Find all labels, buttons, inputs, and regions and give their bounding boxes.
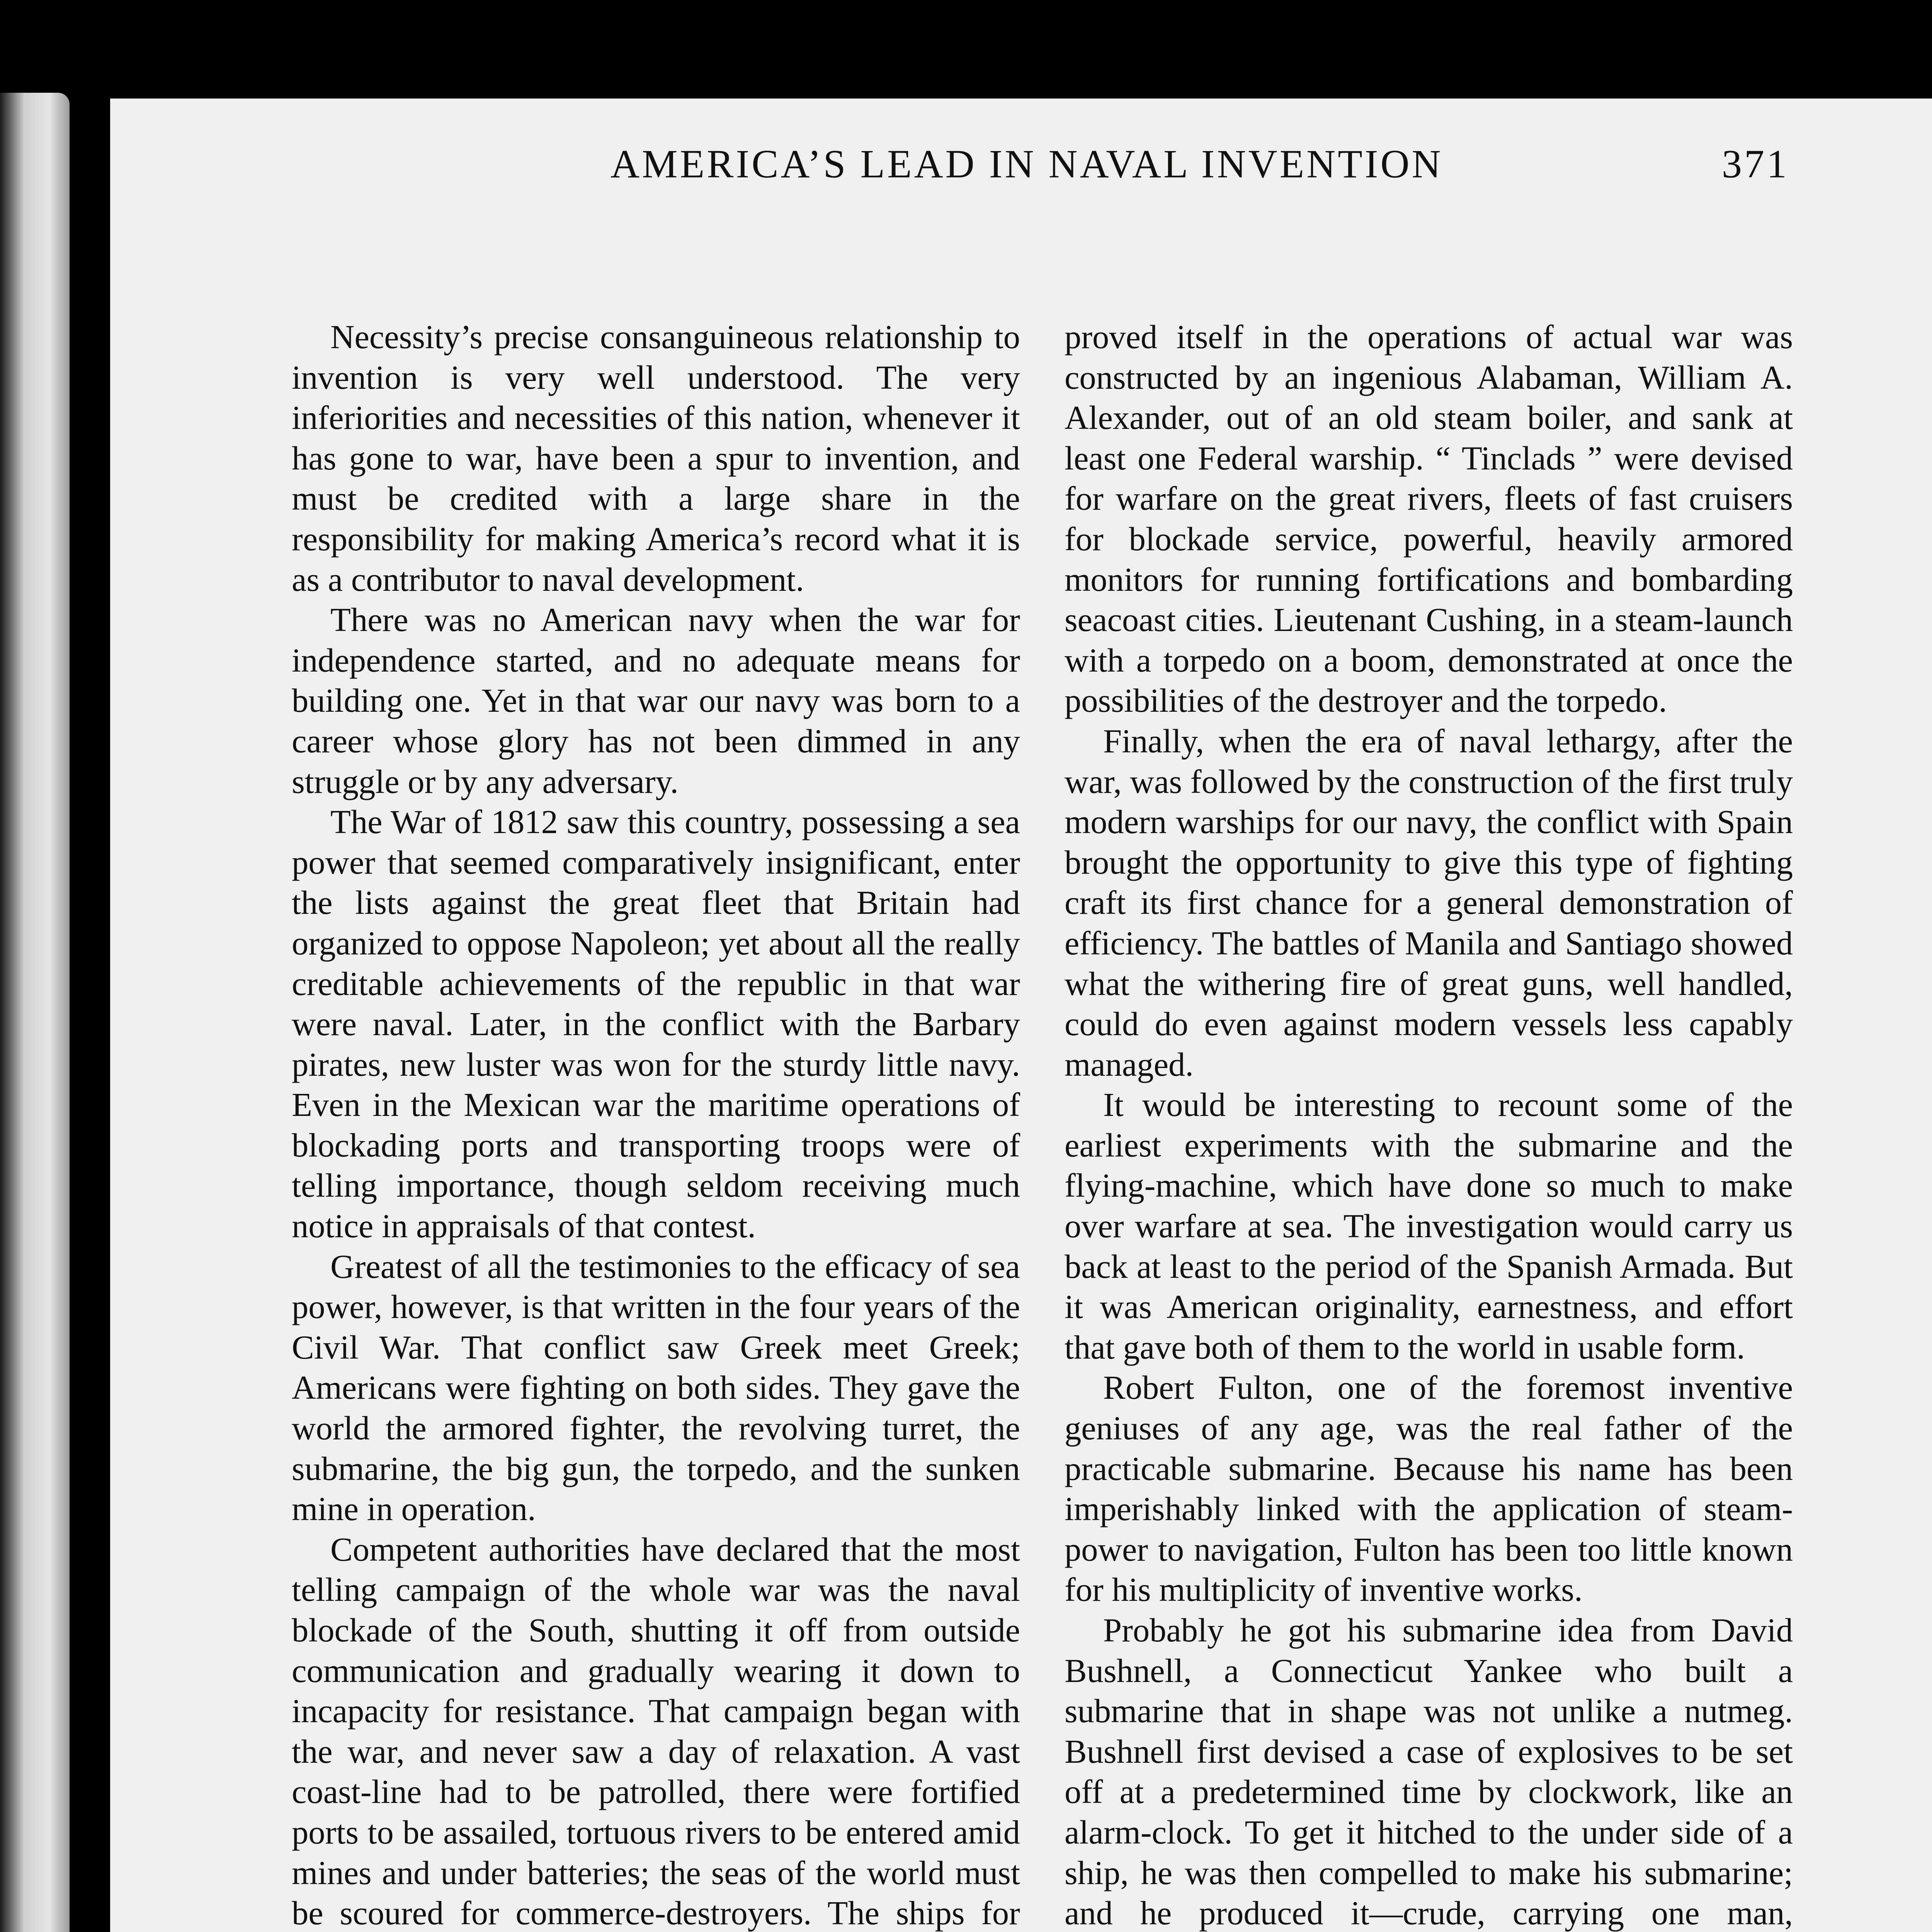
page-number: 371 — [1722, 142, 1789, 186]
paragraph: Probably he got his submarine idea from David Bushnell, a Connecticut Yankee who built a submarine that in shape was not unlike a nutmeg. Bushnell first devised a case of explosives to be set off at a predetermined time by clockwork, like an alarm-clock. To get it hitched to the under side of a ship, he was then compelled to make his submarine; and he produced it—crude, carrying one man, — [1065, 1612, 1793, 1932]
paragraph-continued: proved itself in the operations of actual war was constructed by an ingenious Alabaman, William A. Alexander, out of an old steam boiler, and sank at least one Federal warship. “ Tinclads ” were devised for warfare on the great rivers, fleets of fast cruisers for blockade service, powerful, heavily armored monitors for running fortifications and bombarding seacoast cities. Lieutenant Cushing, in a steam-launch with a torpedo on a boom, demonstrated at once the possibilities of the destroyer and the torpedo. — [1065, 318, 1793, 719]
paragraph: Necessity’s precise consanguineous relationship to invention is very well understood. The very inferiorities and necessities of this nation, whenever it has gone to war, have been a spur to invention, and must be credited with a large share in the responsibility for making America’s record what it is as a contributor to naval development. — [292, 318, 1020, 598]
paragraph: Competent authorities have declared that the most telling campaign of the whole war was the naval blockade of the South, shutting it off from outside communication and gradually wearing it down to incapacity for resistance. That campaign began with the war, and never saw a day of relaxation. A vast coast-line had to be patrolled, there were fortified ports to be assailed, tortuous rivers to be entered amid mines and under batteries; the seas of the world must be scoured for commerce-destroyers. The ships for — [292, 1531, 1020, 1932]
text-column-right — [1065, 317, 1793, 1932]
paragraph: Robert Fulton, one of the foremost inventive geniuses of any age, was the real father of the practicable submarine. Because his name has been imperishably linked with the application of steam-power to navigation, Fulton has been too little known for his multiplicity of inventive works. — [1065, 1369, 1793, 1609]
paragraph: Greatest of all the testimonies to the efficacy of sea power, however, is that written in the four years of the Civil War. That conflict saw Greek meet Greek; Americans were fighting on both sides. They gave the world the armored fighter, the revolving turret, the submarine, the big gun, the torpedo, and the sunken mine in operation. — [292, 1248, 1020, 1528]
adjacent-page-edge — [0, 93, 70, 1932]
paragraph: The War of 1812 saw this country, possessing a sea power that seemed comparatively insignificant, enter the lists against the great fleet that Britain had organized to oppose Napoleon; yet about all the really creditable achievements of the republic in that war were naval. Later, in the conflict with the Barbary pirates, new luster was won for the sturdy little navy. Even in the Mexican war the maritime operations of blockading ports and transporting troops were of telling importance, though seldom receiving much notice in appraisals of that contest. — [292, 803, 1020, 1245]
paragraph: There was no American navy when the war for independence started, and no adequate means for building one. Yet in that war our navy was born to a career whose glory has not been dimmed in any struggle or by any adversary. — [292, 601, 1020, 800]
paragraph: It would be interesting to recount some of the earliest experiments with the submarine and the flying-machine, which have done so much to make over warfare at sea. The investigation would carry us back at least to the period of the Spanish Armada. But it was American originality, earnestness, and effort that gave both of them to the world in usable form. — [1065, 1086, 1793, 1366]
running-title: AMERICA’S LEAD IN NAVAL INVENTION — [611, 142, 1443, 186]
paragraph: Finally, when the era of naval lethargy, after the war, was followed by the construction of the first truly modern warships for our navy, the conflict with Spain brought the opportunity to give this type of fighting craft its first chance for a general demonstration of efficiency. The battles of Manila and Santiago showed what the withering fire of great guns, well handled, could do even against modern vessels less capably managed. — [1065, 722, 1793, 1083]
running-header — [498, 141, 1789, 195]
text-column-left — [292, 317, 1020, 1932]
